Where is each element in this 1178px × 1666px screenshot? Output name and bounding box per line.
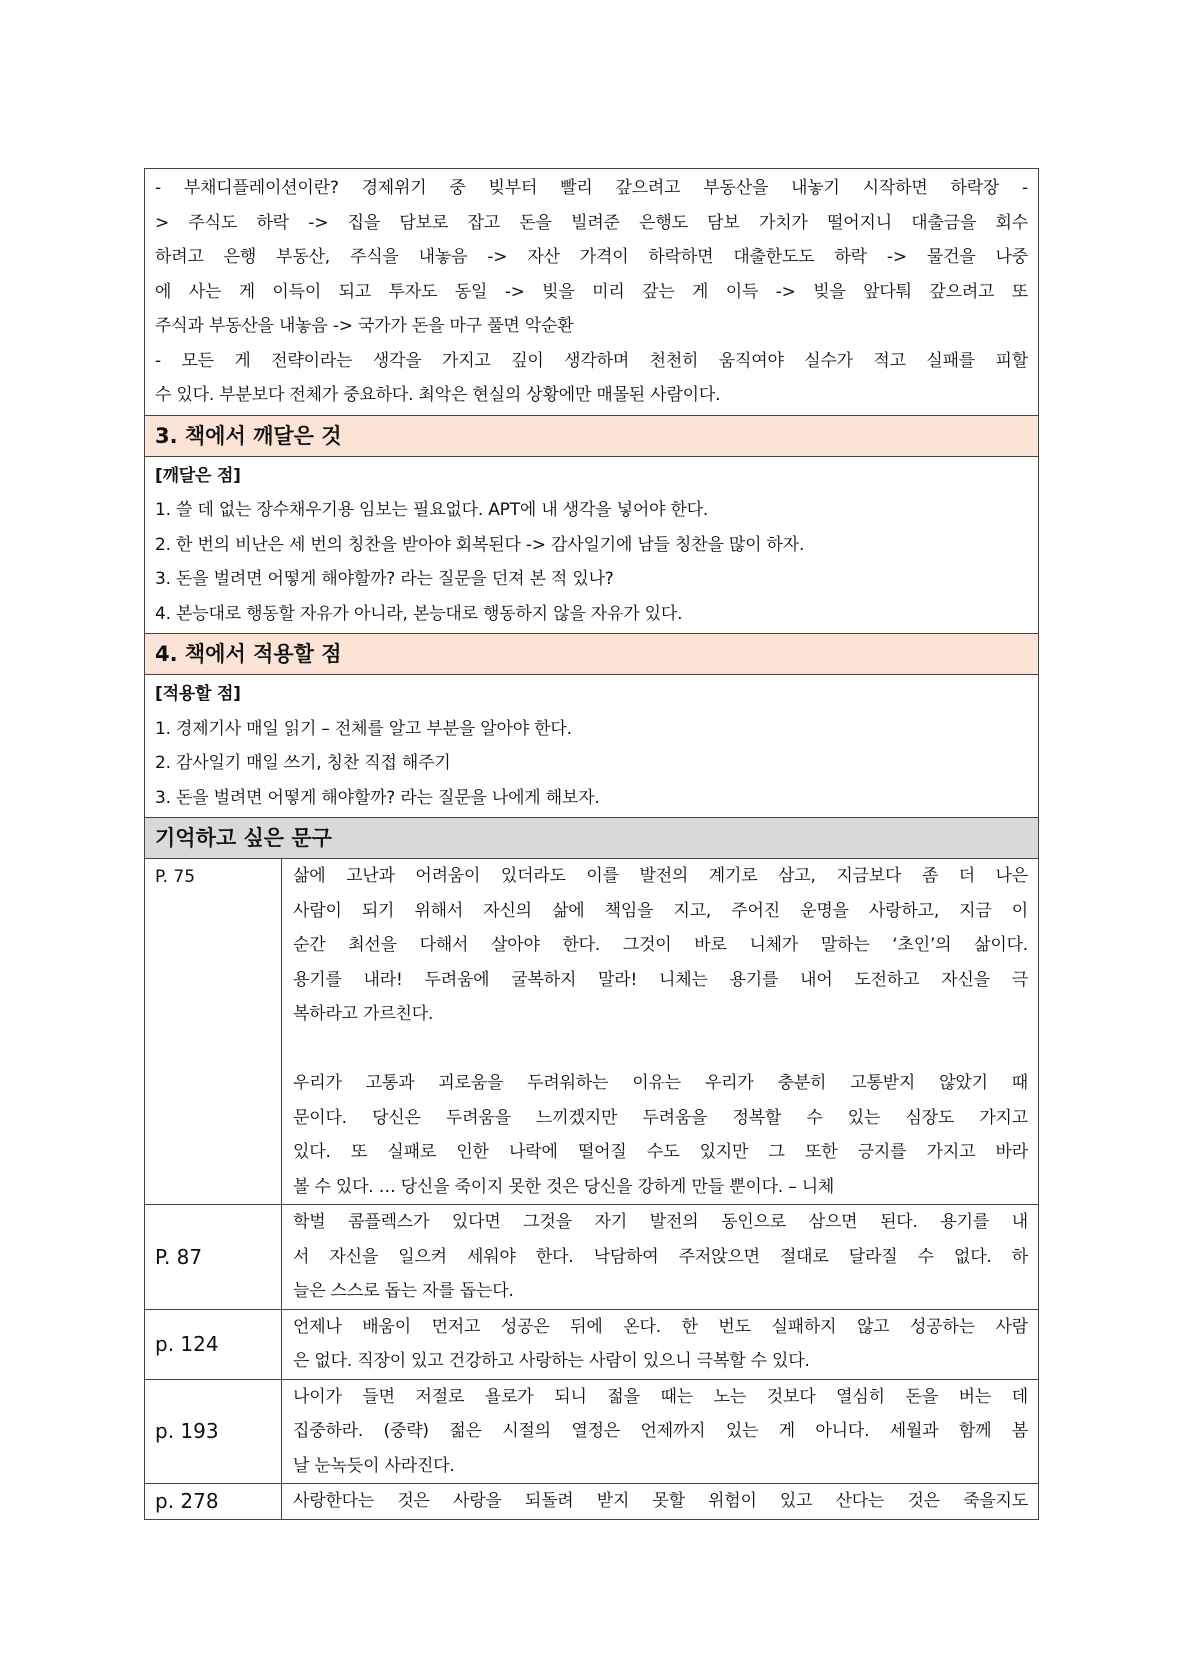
quote-text — [282, 1484, 1038, 1519]
quote-line: 볼 수 있다. … 당신을 죽이지 못한 것은 당신을 강하게 만들 뿐이다. – 니체 — [293, 1176, 835, 1197]
section4-title: 4. 책에서 적용할 점 — [145, 634, 1038, 675]
section3-item: 4. 본능대로 행동할 자유가 아니라, 본능대로 행동하지 않을 자유가 있다. — [155, 603, 683, 624]
quote-row — [145, 1310, 1038, 1380]
intro-line: > 주식도 하락 -> 집을 담보로 잡고 돈을 빌려준 은행도 담보 가치가 떨어지니 대출금을 회수 — [155, 212, 1028, 233]
quote-page: p. 278 — [145, 1484, 282, 1519]
section4-body — [145, 675, 1038, 818]
section4-item: 1. 경제기사 매일 읽기 – 전체를 알고 부분을 알아야 한다. — [155, 718, 572, 739]
intro-line: - 모든 게 전략이라는 생각을 가지고 깊이 생각하며 천천히 움직여야 실수가 적고 실패를 피할 — [155, 350, 1028, 371]
quote-line — [293, 1032, 1028, 1067]
quote-page: p. 124 — [145, 1310, 282, 1379]
quote-page: P. 87 — [145, 1205, 282, 1309]
intro-line: 수 있다. 부분보다 전체가 중요하다. 최악은 현실의 상황에만 매몰된 사람이다. — [155, 385, 721, 405]
quote-text — [282, 1380, 1038, 1484]
quote-line: 삶에 고난과 어려움이 있더라도 이를 발전의 계기로 삼고, 지금보다 좀 더 나은 — [293, 866, 1028, 886]
section4-item: 2. 감사일기 매일 쓰기, 칭찬 직접 해주기 — [155, 753, 451, 773]
section4-subtitle: [적용할 점] — [155, 684, 241, 704]
document-table — [144, 168, 1039, 1520]
intro-line: - 부채디플레이션이란? 경제위기 중 빚부터 빨리 갚으려고 부동산을 내놓기 시작하면 하락장 - — [155, 178, 1028, 198]
quote-line: 사람이 되기 위해서 자신의 삶에 책임을 지고, 주어진 운명을 사랑하고, 지금 이 — [293, 900, 1028, 921]
intro-line: 에 사는 게 이득이 되고 투자도 동일 -> 빚을 미리 갚는 게 이득 -> 빚을 앞다퉈 갚으려고 또 — [155, 281, 1028, 302]
quote-line: 용기를 내라! 두려움에 굴복하지 말라! 니체는 용기를 내어 도전하고 자신을 극 — [293, 969, 1028, 990]
quote-line: 날 눈녹듯이 사라진다. — [293, 1455, 455, 1476]
section3-item: 1. 쓸 데 없는 장수채우기용 임보는 필요없다. APT에 내 생각을 넣어야 한다. — [155, 500, 709, 520]
quotes-title: 기억하고 싶은 문구 — [145, 818, 1038, 859]
quote-line: 문이다. 당신은 두려움을 느끼겠지만 두려움을 정복할 수 있는 심장도 가지고 — [293, 1107, 1028, 1128]
intro-block — [145, 169, 1038, 416]
quote-text — [282, 859, 1038, 1204]
quote-page: P. 75 — [145, 859, 282, 1204]
section3-subtitle: [깨달은 점] — [155, 465, 241, 486]
quote-line: 학벌 콤플렉스가 있다면 그것을 자기 발전의 동인으로 삼으면 된다. 용기를 내 — [293, 1212, 1028, 1232]
quote-line: 늘은 스스로 돕는 자를 돕는다. — [293, 1281, 514, 1301]
quote-line: 복하라고 가르친다. — [293, 1004, 434, 1024]
section3-body — [145, 457, 1038, 635]
quote-row — [145, 1380, 1038, 1485]
quote-line: 은 없다. 직장이 있고 건강하고 사랑하는 사람이 있으니 극복할 수 있다. — [293, 1351, 810, 1371]
intro-line: 주식과 부동산을 내놓음 -> 국가가 돈을 마구 풀면 악순환 — [155, 316, 574, 336]
quote-page: p. 193 — [145, 1380, 282, 1484]
quote-row — [145, 1205, 1038, 1310]
section4-item: 3. 돈을 벌려면 어떻게 해야할까? 라는 질문을 나에게 해보자. — [155, 787, 600, 808]
section3-title: 3. 책에서 깨달은 것 — [145, 416, 1038, 457]
quote-line: 언제나 배움이 먼저고 성공은 뒤에 온다. 한 번도 실패하지 않고 성공하는 사람 — [293, 1316, 1028, 1337]
quote-text — [282, 1310, 1038, 1379]
quote-line: 서 자신을 일으켜 세워야 한다. 낙담하여 주저앉으면 절대로 달라질 수 없다. 하 — [293, 1246, 1028, 1267]
section3-item: 3. 돈을 벌려면 어떻게 해야할까? 라는 질문을 던져 본 적 있나? — [155, 569, 614, 589]
quote-row — [145, 859, 1038, 1205]
quote-line: 사랑한다는 것은 사랑을 되돌려 받지 못할 위험이 있고 산다는 것은 죽을지도 — [293, 1491, 1028, 1511]
quote-line: 있다. 또 실패로 인한 나락에 떨어질 수도 있지만 그 또한 긍지를 가지고 바라 — [293, 1142, 1028, 1162]
section3-item: 2. 한 번의 비난은 세 번의 칭찬을 받아야 회복된다 -> 감사일기에 남들 칭찬을 많이 하자. — [155, 534, 805, 555]
quote-text — [282, 1205, 1038, 1309]
quote-line: 나이가 들면 저절로 욜로가 되니 젊을 때는 노는 것보다 열심히 돈을 버는 데 — [293, 1386, 1028, 1407]
quote-row — [145, 1484, 1038, 1519]
quote-line: 순간 최선을 다해서 살아야 한다. 그것이 바로 니체가 말하는 ‘초인’의 삶이다. — [293, 935, 1028, 955]
intro-line: 하려고 은행 부동산, 주식을 내놓음 -> 자산 가격이 하락하면 대출한도도 하락 -> 물건을 나중 — [155, 247, 1028, 267]
quote-line: 집중하라. (중략) 젊은 시절의 열정은 언제까지 있는 게 아니다. 세월과 함께 봄 — [293, 1421, 1028, 1441]
quote-line: 우리가 고통과 괴로움을 두려워하는 이유는 우리가 충분히 고통받지 않았기 때 — [293, 1073, 1028, 1093]
